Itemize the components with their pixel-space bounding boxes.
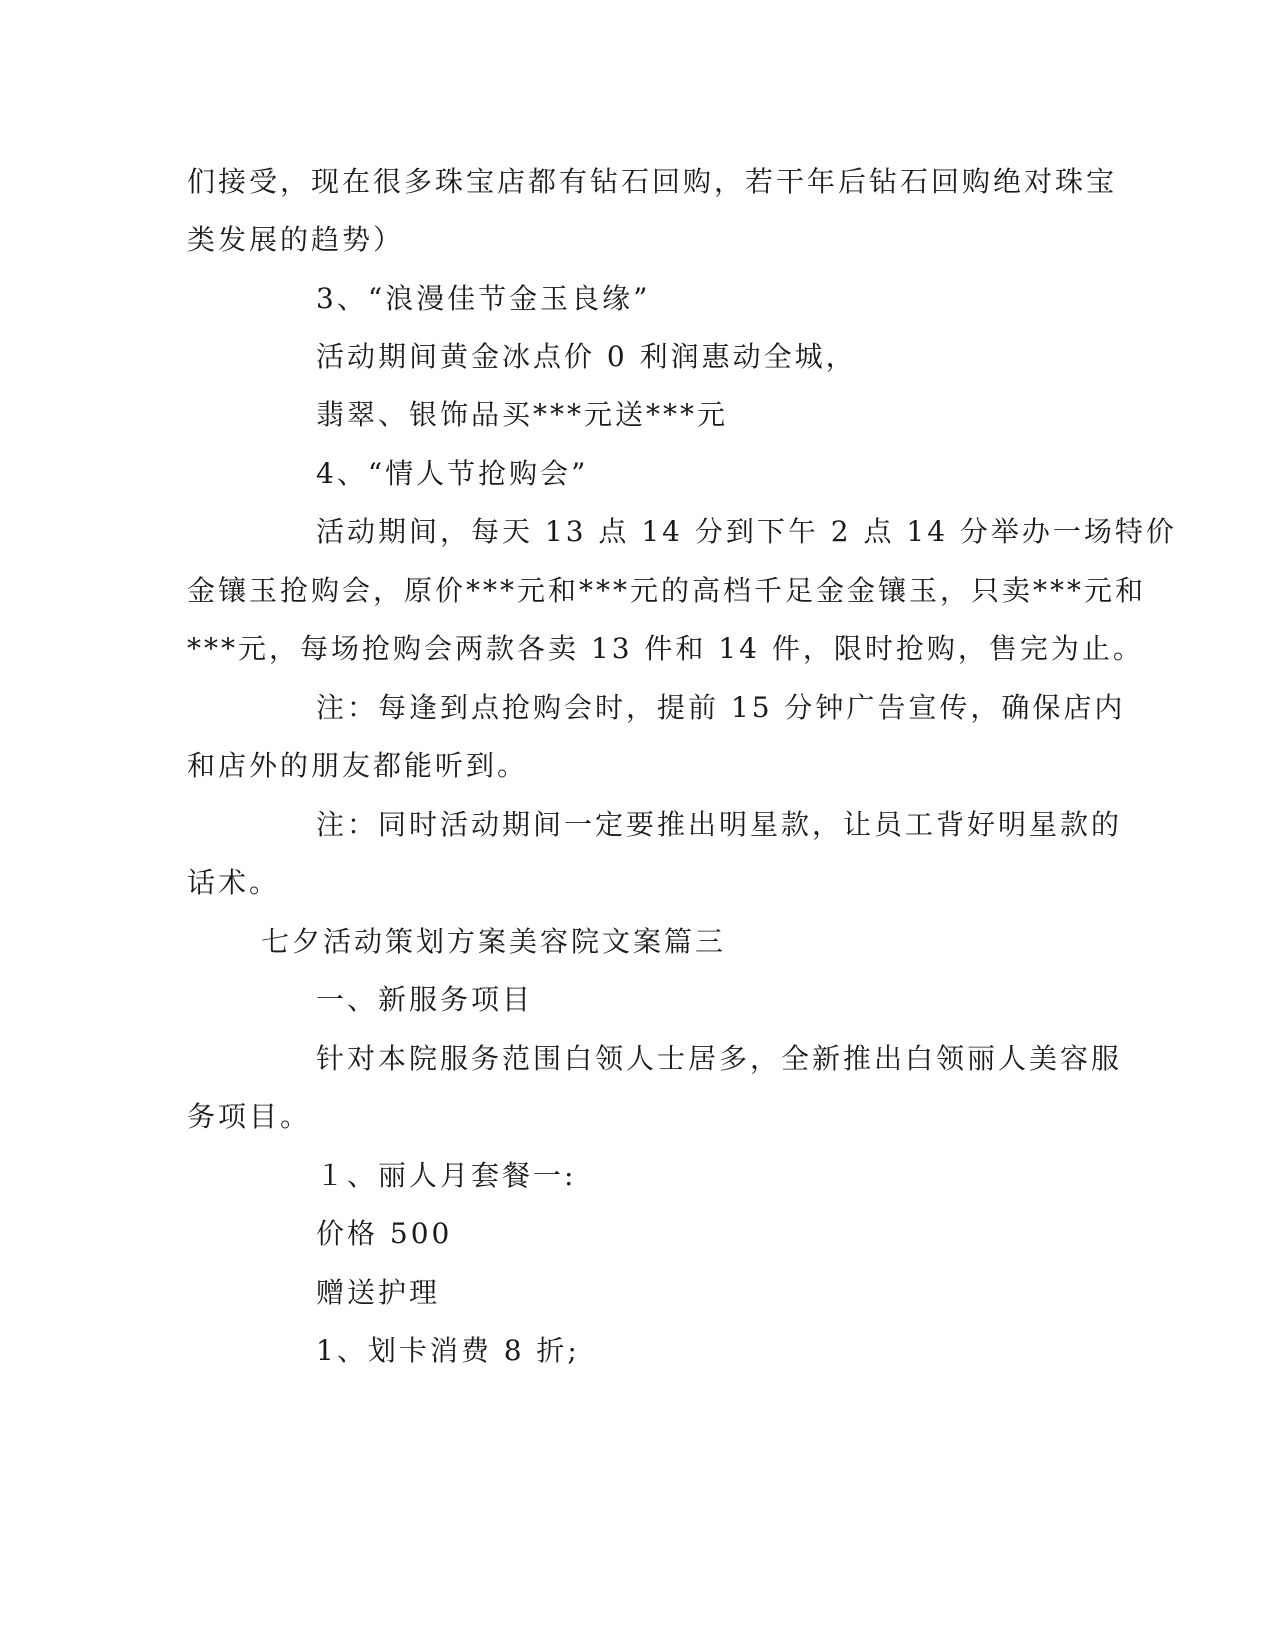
paragraph-line: 和店外的朋友都能听到。 [187, 749, 529, 782]
section-heading: 3、“浪漫佳节金玉良缘” [316, 282, 651, 315]
note-line: 注：每逢到点抢购会时，提前 15 分钟广告宣传，确保店内 [316, 691, 1126, 724]
note-line: 注：同时活动期间一定要推出明星款，让员工背好明星款的 [316, 808, 1123, 841]
section-heading: 一、新服务项目 [316, 983, 534, 1016]
list-heading: １、丽人月套餐一: [316, 1159, 577, 1192]
chapter-title: 七夕活动策划方案美容院文案篇三 [261, 925, 727, 958]
paragraph-line: 翡翠、银饰品买***元送***元 [316, 398, 729, 431]
paragraph-line: 价格 500 [316, 1217, 453, 1250]
paragraph-line: 金镶玉抢购会，原价***元和***元的高档千足金金镶玉，只卖***元和 [187, 574, 1147, 607]
paragraph-line: 话术。 [187, 866, 281, 899]
paragraph-line: 活动期间，每天 13 点 14 分到下午 2 点 14 分举办一场特价 [316, 515, 1177, 548]
paragraph-line: 务项目。 [187, 1100, 312, 1133]
list-item: 1、划卡消费 8 折; [316, 1334, 580, 1367]
paragraph-line: 针对本院服务范围白领人士居多，全新推出白领丽人美容服 [316, 1042, 1123, 1075]
paragraph-line: 们接受，现在很多珠宝店都有钻石回购，若干年后钻石回购绝对珠宝 [187, 165, 1118, 198]
paragraph-line: 赠送护理 [316, 1276, 441, 1309]
paragraph-line: 活动期间黄金冰点价 0 利润惠动全城， [316, 340, 857, 373]
paragraph-line: ***元，每场抢购会两款各卖 13 件和 14 件，限时抢购，售完为止。 [187, 632, 1144, 665]
section-heading: 4、“情人节抢购会” [316, 457, 589, 490]
paragraph-line: 类发展的趋势） [187, 223, 405, 256]
